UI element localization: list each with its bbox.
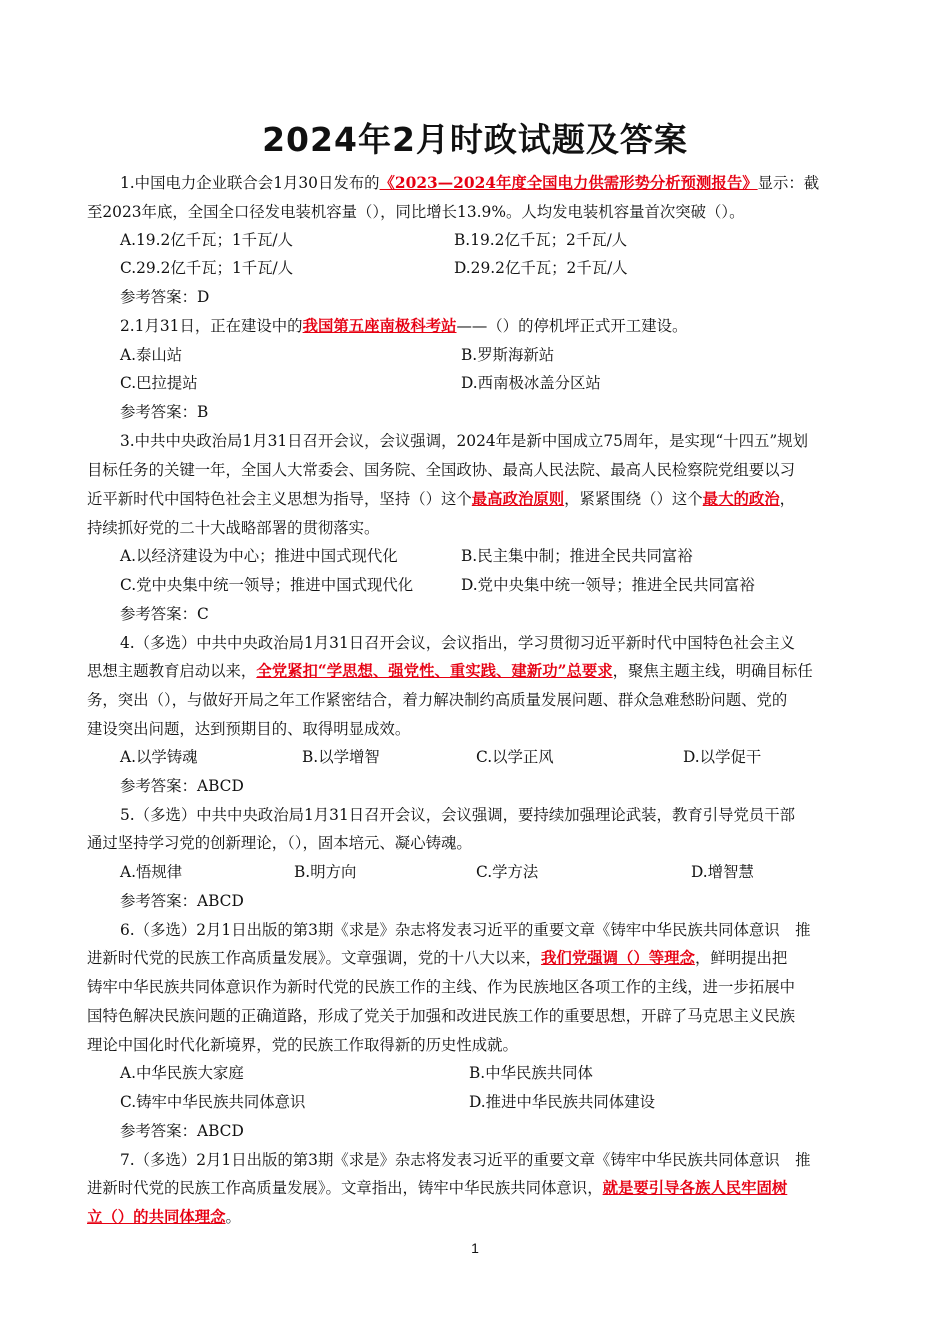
question-text	[87, 485, 867, 514]
highlight-keyword: 我国第五座南极科考站	[302, 317, 457, 335]
question-text: 2.1月31日，正在建设中的	[120, 317, 303, 335]
highlight-keyword: 最高政治原则	[471, 490, 565, 508]
question-1	[120, 169, 868, 198]
answer: 参考答案：ABCD	[120, 777, 244, 795]
option-a: A.泰山站	[120, 346, 183, 364]
option-b: B.中华民族共同体	[469, 1064, 593, 1082]
highlight-keyword: 《2023—2024年度全国电力供需形势分析预测报告》	[379, 174, 758, 192]
highlight-keyword: 就是要引导各族人民牢固树	[602, 1179, 788, 1197]
question-text: 通过坚持学习党的创新理论，（），固本培元、凝心铸魂。	[87, 834, 472, 852]
question-text: 1.中国电力企业联合会1月30日发布的	[120, 174, 380, 192]
option-d: D.以学促干	[683, 748, 762, 766]
question-text	[87, 944, 867, 973]
highlight-keyword: 全党紧扣“学思想、强党性、重实践、建新功”总要求	[256, 662, 613, 680]
question-text: 持续抓好党的二十大战略部署的贯彻落实。	[87, 519, 380, 537]
question-text: 国特色解决民族问题的正确道路，形成了党关于加强和改进民族工作的重要思想，开辟了马克思主义民族	[87, 1007, 795, 1025]
question-text: 思想主题教育启动以来，	[87, 662, 257, 680]
option-b: B.19.2亿千瓦；2千瓦/人	[454, 231, 628, 249]
option-c: C.以学正风	[476, 748, 554, 766]
answer: 参考答案：ABCD	[120, 892, 244, 910]
option-d: D.西南极冰盖分区站	[461, 374, 601, 392]
option-d: D.党中央集中统一领导；推进全民共同富裕	[461, 576, 755, 594]
option-a: A.悟规律	[120, 863, 183, 881]
option-a: A.19.2亿千瓦；1千瓦/人	[120, 231, 293, 249]
option-c: C.铸牢中华民族共同体意识	[120, 1093, 306, 1111]
option-c: C.巴拉提站	[120, 374, 198, 392]
question-text: 显示：截	[757, 174, 820, 192]
question-text: ——（）的停机坪正式开工建设。	[456, 317, 688, 335]
option-a: A.以经济建设为中心；推进中国式现代化	[120, 547, 398, 565]
question-text: 。	[225, 1208, 241, 1226]
question-text: 至2023年底，全国全口径发电装机容量（），同比增长13.9%。人均发电装机容量首次突破（）。	[87, 203, 745, 221]
question-text: 务，突出（），与做好开局之年工作紧密结合，着力解决制约高质量发展问题、群众急难愁盼问题、党的	[87, 691, 788, 709]
question-4: 4.（多选）中共中央政治局1月31日召开会议，会议指出，学习贯彻习近平新时代中国特色社会主义	[120, 634, 796, 652]
question-text	[87, 1174, 867, 1203]
highlight-keyword: 我们党强调（）等理念	[541, 949, 695, 967]
highlight-keyword: 最大的政治	[702, 490, 780, 508]
highlight-keyword: 立（）的共同体理念	[87, 1208, 226, 1226]
question-text: ，紧紧围绕（）这个	[564, 490, 703, 508]
question-6: 6.（多选）2月1日出版的第3期《求是》杂志将发表习近平的重要文章《铸牢中华民族共同体意识 推	[120, 921, 811, 939]
option-d: D.29.2亿千瓦；2千瓦/人	[454, 259, 628, 277]
answer: 参考答案：B	[120, 403, 209, 421]
option-a: A.以学铸魂	[120, 748, 198, 766]
question-text: 目标任务的关键一年，全国人大常委会、国务院、全国政协、最高人民法院、最高人民检察院党组要以习	[87, 461, 795, 479]
answer: 参考答案：D	[120, 288, 210, 306]
option-b: B.罗斯海新站	[461, 346, 555, 364]
question-text: 理论中国化时代化新境界，党的民族工作取得新的历史性成就。	[87, 1036, 518, 1054]
answer: 参考答案：C	[120, 605, 209, 623]
question-text	[87, 1203, 867, 1232]
page-title: 2024年2月时政试题及答案	[262, 120, 688, 159]
option-b: B.民主集中制；推进全民共同富裕	[461, 547, 693, 565]
question-text	[87, 657, 867, 686]
option-d: D.增智慧	[691, 863, 754, 881]
question-7: 7.（多选）2月1日出版的第3期《求是》杂志将发表习近平的重要文章《铸牢中华民族共同体意识 推	[120, 1151, 811, 1169]
option-a: A.中华民族大家庭	[120, 1064, 244, 1082]
question-text: 近平新时代中国特色社会主义思想为指导，坚持（）这个	[87, 490, 472, 508]
option-c: C.党中央集中统一领导；推进中国式现代化	[120, 576, 414, 594]
question-text: ，鲜明提出把	[694, 949, 788, 967]
page-number: 1	[471, 1240, 479, 1256]
question-text: 进新时代党的民族工作高质量发展》。文章强调，党的十八大以来，	[87, 949, 542, 967]
question-2	[120, 312, 868, 341]
question-text: 进新时代党的民族工作高质量发展》。文章指出，铸牢中华民族共同体意识，	[87, 1179, 603, 1197]
option-c: C.29.2亿千瓦；1千瓦/人	[120, 259, 294, 277]
option-b: B.以学增智	[302, 748, 380, 766]
option-d: D.推进中华民族共同体建设	[469, 1093, 655, 1111]
question-text: 建设突出问题，达到预期目的、取得明显成效。	[87, 720, 411, 738]
option-b: B.明方向	[294, 863, 357, 881]
answer: 参考答案：ABCD	[120, 1122, 244, 1140]
option-c: C.学方法	[476, 863, 539, 881]
question-text: ，	[779, 490, 796, 508]
question-3: 3.中共中央政治局1月31日召开会议，会议强调，2024年是新中国成立75周年，是实现“十四五”规划	[120, 432, 809, 450]
question-5: 5.（多选）中共中央政治局1月31日召开会议，会议强调，要持续加强理论武装，教育引导党员干部	[120, 806, 796, 824]
question-text: 铸牢中华民族共同体意识作为新时代党的民族工作的主线、作为民族地区各项工作的主线，进一步拓展中	[87, 978, 795, 996]
question-text: ，聚焦主题主线，明确目标任	[612, 662, 813, 680]
